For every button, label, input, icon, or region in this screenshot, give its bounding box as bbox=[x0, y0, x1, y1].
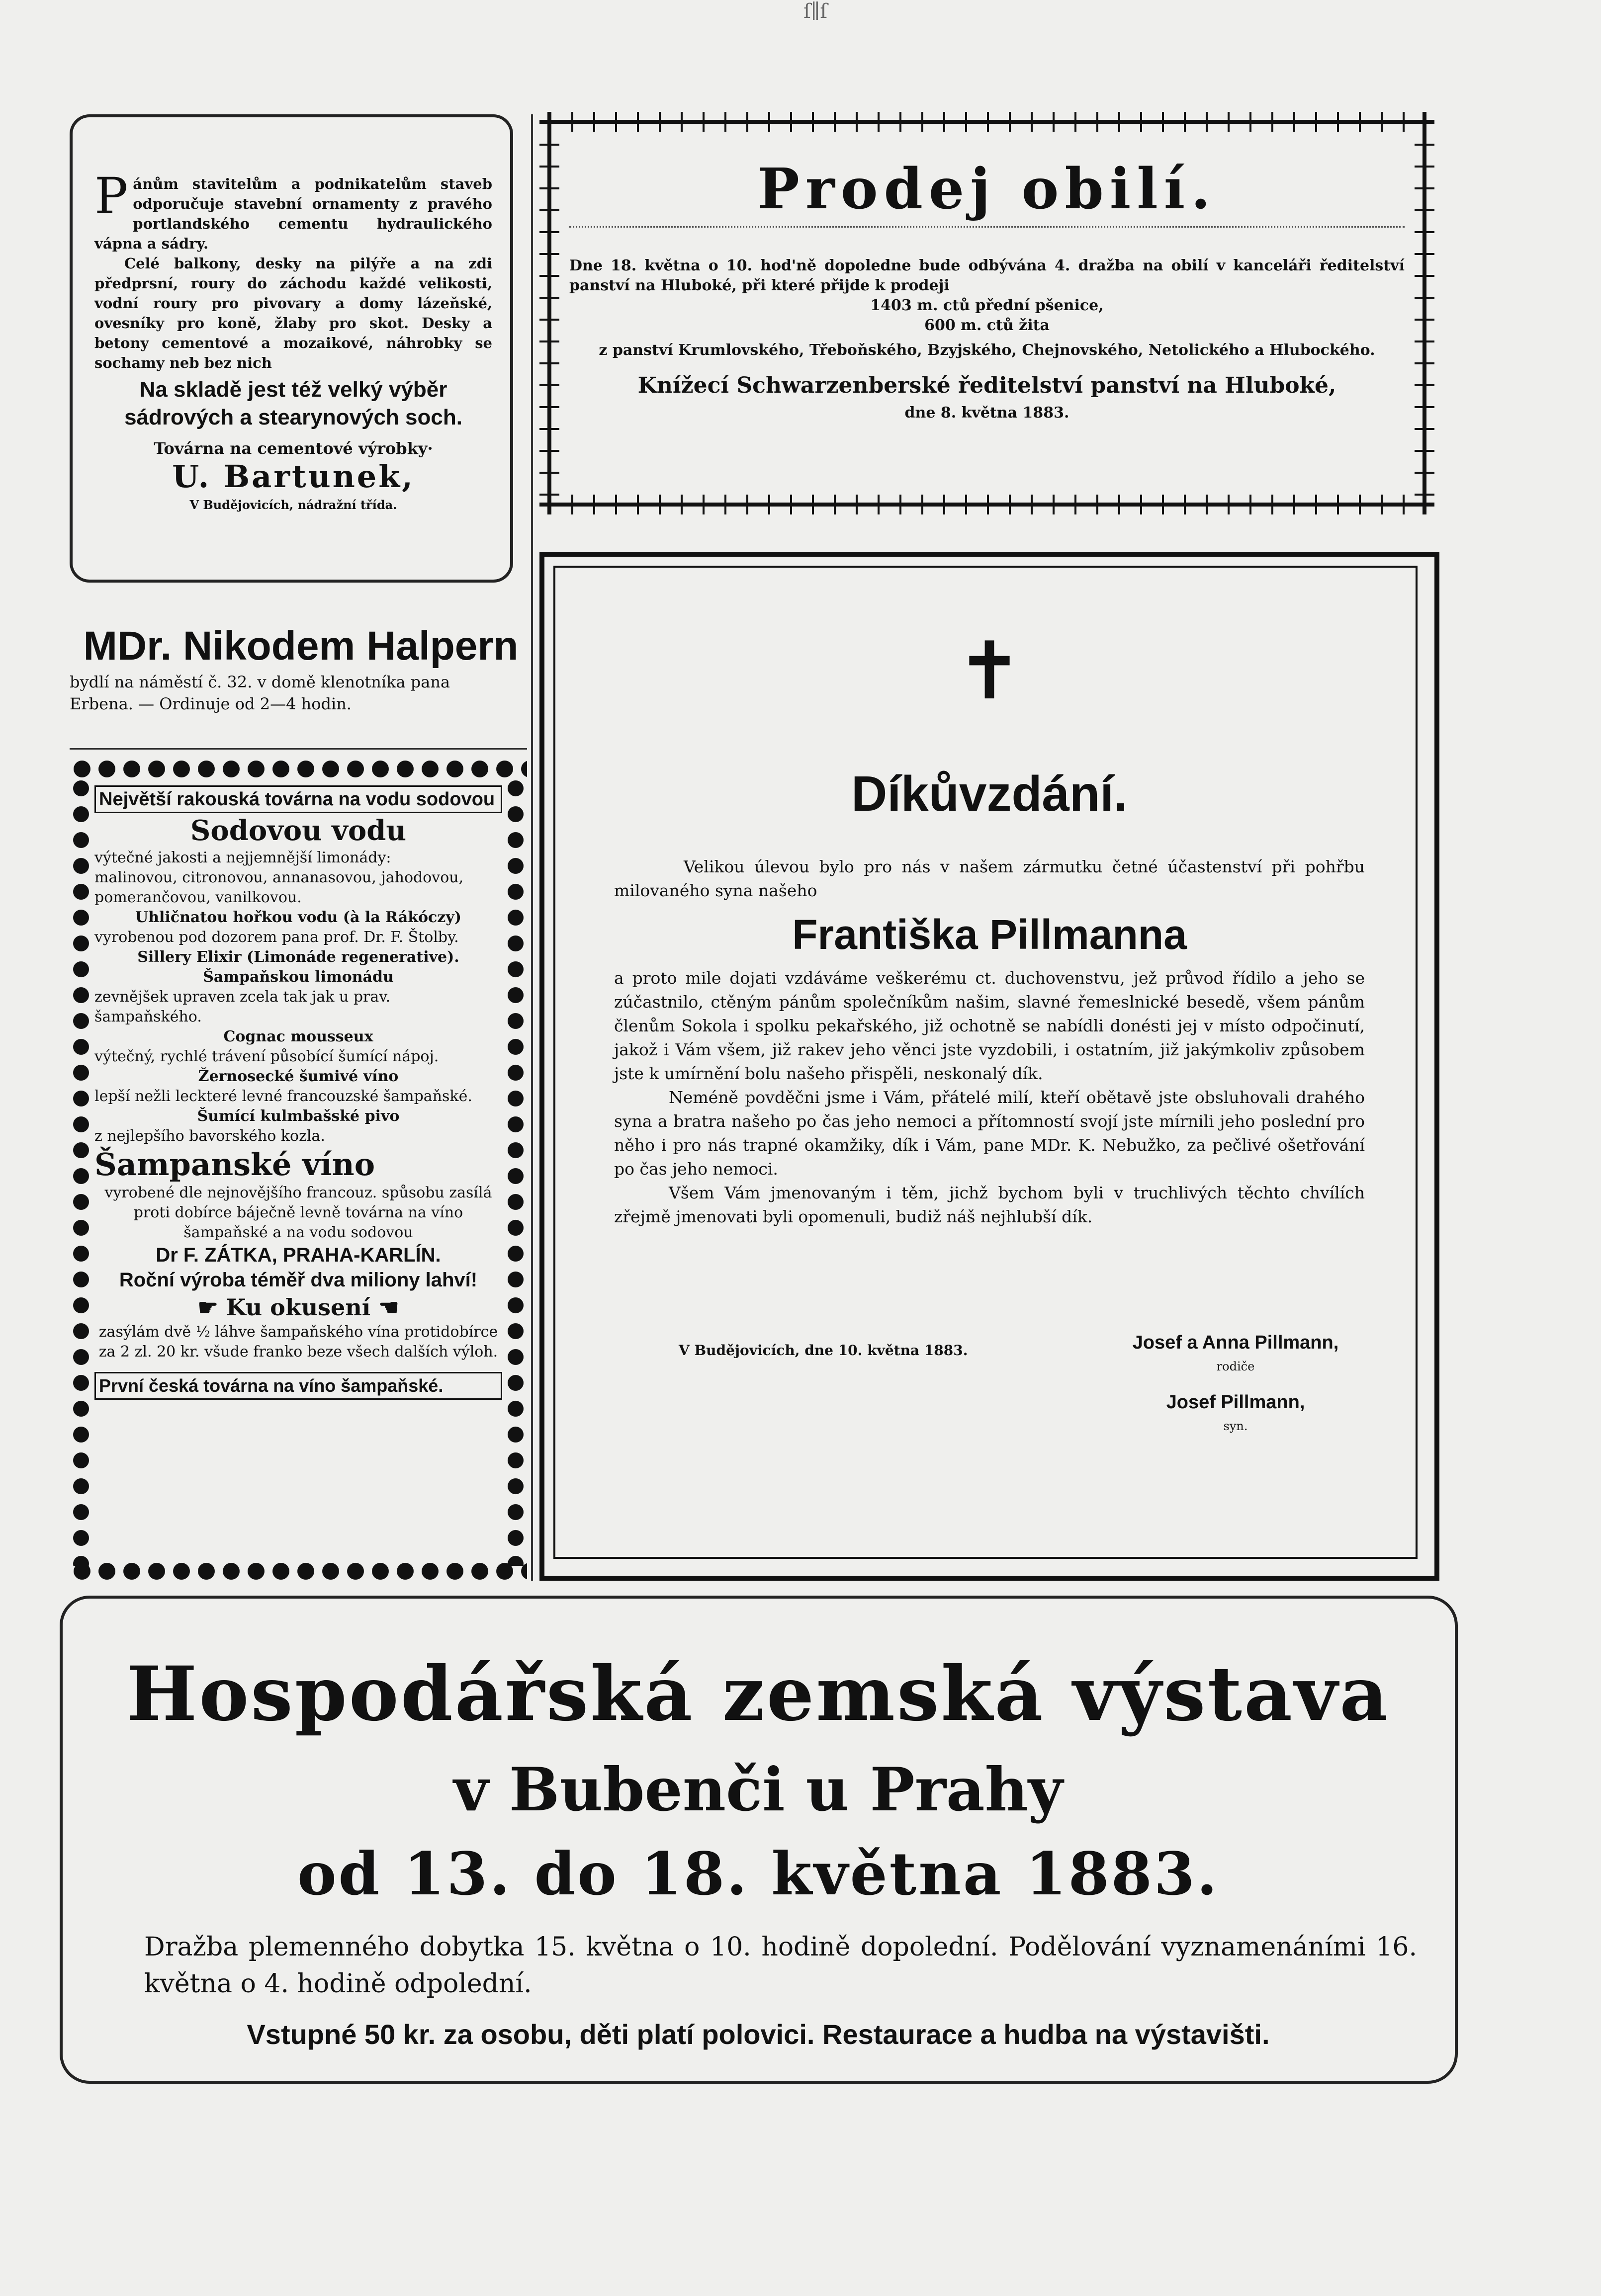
column-divider bbox=[531, 114, 533, 1581]
top-mark: ſ∥ſ bbox=[803, 0, 828, 23]
bartunek-factory: Továrna na cementové výrobky· bbox=[154, 439, 433, 458]
zatka-footer: První česká továrna na víno šampaňské. bbox=[94, 1372, 502, 1400]
diky-signer1: Josef a Anna Pillmann, bbox=[1132, 1332, 1339, 1353]
zatka-firm: Dr F. ZÁTKA, PRAHA-KARLÍN. bbox=[156, 1244, 441, 1266]
zatka-ku-okuseni: ☛ Ku okusení ☚ bbox=[197, 1294, 399, 1321]
zatka-list-item: výtečné jakosti a nejjemnější limonády: bbox=[94, 849, 391, 866]
zatka-list-item: Šumící kulmbašské pivo bbox=[197, 1107, 400, 1125]
hand-icon: ☛ bbox=[197, 1294, 226, 1321]
cross-border-left bbox=[539, 112, 559, 514]
obili-body bbox=[569, 256, 1405, 423]
diky-name: Františka Pillmanna bbox=[792, 911, 1187, 958]
diky-intro: Velikou úlevou bylo pro nás v našem zármutku četné účastenství při pohřbu milovaného syna našeho bbox=[614, 857, 1365, 900]
dot-border-top bbox=[70, 756, 527, 782]
cross-border-top bbox=[539, 112, 1434, 132]
vystava-text2: Vstupné 50 kr. za osobu, děti platí polovici. Restaurace a hudba na výstavišti. bbox=[247, 2019, 1270, 2050]
dot-border-bottom bbox=[70, 1558, 527, 1585]
zatka-header: Největší rakouská továrna na vodu sodovou bbox=[94, 785, 502, 813]
zatka-list-item: Žernosecké šumivé víno bbox=[198, 1068, 399, 1085]
halpern-line1: bydlí na náměstí č. 32. v domě klenotníka pana bbox=[70, 673, 450, 691]
diky-para1: a proto mile dojati vzdáváme veškerému ct. duchovenstvu, jež průvod řídilo a jeho se zúčastnilo, ctěným pánům společníkům našim, slavné řemeslnické besedě, všem pánům členům Sokola i spolku pekařského, již ochotně se nabídli donésti jej v místo odpočinutí, jakož i Vám všem, již rakev jeho věnci jste vyzdobili, i ostatním, již jakýmkoliv způsobem jste k umírnění bolu našeho přispěli, neskonalý dík. bbox=[614, 968, 1365, 1083]
bartunek-para2: Celé balkony, desky na pilýře a na zdi předprsní, roury do záchodu každé velikosti, vodní roury pro pivovary a domy lázeňské, ovesníky pro koně, žlaby pro skot. Desky a betony cementové a mozaikové, náhrobky se sochamy neb bez nich bbox=[94, 255, 492, 371]
zatka-list-item: z nejlepšího bavorského kozla. bbox=[94, 1127, 325, 1145]
diky-text bbox=[614, 855, 1365, 1229]
halpern-text bbox=[70, 671, 532, 715]
ad-bartunek bbox=[70, 114, 517, 587]
obili-date: dne 8. května 1883. bbox=[904, 404, 1069, 422]
bartunek-address: V Budějovicích, nádražní třída. bbox=[189, 498, 397, 512]
zatka-title: Sodovou vodu bbox=[190, 814, 407, 847]
zatka-list-item: Šampaňskou limonádu bbox=[203, 968, 394, 986]
ad-halpern bbox=[70, 621, 532, 736]
zatka-list-item: Cognac mousseux bbox=[223, 1028, 373, 1045]
obili-line4: z panství Krumlovského, Třeboňského, Bzyjského, Chejnovského, Netolického a Hlubockého. bbox=[599, 341, 1375, 359]
ad-vystava bbox=[55, 1591, 1462, 2088]
dot-border-right bbox=[504, 775, 527, 1566]
cross-icon: ✝ bbox=[956, 624, 1023, 717]
ad-dikuvzdani bbox=[539, 552, 1439, 1581]
zatka-list-item: Sillery Elixir (Limonáde regenerative). bbox=[137, 948, 459, 966]
halpern-name: MDr. Nikodem Halpern bbox=[83, 623, 519, 669]
vystava-subtitle: v Bubenči u Prahy bbox=[453, 1755, 1063, 1825]
zatka-okuseni-text: zasýlám dvě ½ láhve šampaňského vína protidobírce za 2 zl. 20 kr. všude franko beze všech dalších výloh. bbox=[98, 1323, 498, 1361]
zatka-list-item: malinovou, citronovou, annanasovou, jahodovou, pomerančovou, vanilkovou. bbox=[94, 869, 464, 906]
obili-rule bbox=[569, 226, 1405, 230]
hand-icon: ☚ bbox=[370, 1294, 399, 1321]
zatka-list-item: lepší nežli leckteré levné francouzské šampaňské. bbox=[94, 1088, 472, 1105]
halpern-line2: Erbena. — Ordinuje od 2—4 hodin. bbox=[70, 694, 352, 713]
vystava-text1: Dražba plemenného dobytka 15. května o 10. hodině dopolední. Podělování vyznamenáními 16. května o 4. hodině odpolední. bbox=[144, 1932, 1417, 1999]
diky-signer2: Josef Pillmann, bbox=[1166, 1392, 1305, 1413]
zatka-sampanske: Šampanské víno bbox=[94, 1146, 375, 1183]
diky-role1: rodiče bbox=[1216, 1360, 1255, 1373]
cross-border-right bbox=[1415, 112, 1434, 514]
zatka-list-item: Uhličnatou hořkou vodu (à la Rákóczy) bbox=[135, 909, 461, 926]
diky-para2: Neméně povděčni jsme i Vám, přátelé milí, kteří obětavě jste obsluhovali drahého syna a bratra našeho po čas jeho nemoci a přítomností svojí jste mírnili jeho poslední pro něho i pro nás trapné okamžiky, dík i Vám, pane MDr. K. Nebužko, za pečlivé ošetřování po čas jeho nemoci. bbox=[614, 1088, 1365, 1179]
diky-place-date: V Budějovicích, dne 10. května 1883. bbox=[679, 1342, 968, 1359]
obili-line2: 1403 m. ctů přední pšenice, bbox=[870, 297, 1104, 314]
obili-signature: Knížecí Schwarzenberské ředitelství panství na Hluboké, bbox=[637, 373, 1336, 398]
diky-title: Díkůvzdání. bbox=[851, 766, 1128, 822]
zatka-list-item: zevnějšek upraven zcela tak jak u prav. šampaňského. bbox=[94, 988, 391, 1025]
zatka-body bbox=[94, 785, 502, 1400]
bartunek-text bbox=[94, 167, 492, 515]
bartunek-name: U. Bartunek, bbox=[172, 458, 415, 495]
zatka-list-item: výtečný, rychlé trávení působící šumící nápoj. bbox=[94, 1048, 439, 1065]
diky-para3: Všem Vám jmenovaným i těm, jichž bychom byli v truchlivých těchto chvílích zřejmě jmenovati byli opomenuli, budiž náš nejhlubší dík. bbox=[614, 1183, 1365, 1226]
diky-role2: syn. bbox=[1223, 1419, 1248, 1433]
obili-line1: Dne 18. května o 10. hod'ně dopoledne bude odbývána 4. dražba na obilí v kanceláři ředitelství panství na Hluboké, při které přijde k prodeji bbox=[569, 257, 1405, 294]
ad-obili bbox=[539, 112, 1439, 519]
bartunek-big-line: Na skladě jest též velký výběr sádrových a stearynových soch. bbox=[124, 377, 462, 429]
separator-line bbox=[70, 748, 527, 750]
zatka-annual: Roční výroba téměř dva miliony lahví! bbox=[119, 1269, 478, 1291]
vystava-dates: od 13. do 18. května 1883. bbox=[297, 1839, 1220, 1908]
dot-border-left bbox=[70, 775, 92, 1566]
zatka-sampanske-text: vyrobené dle nejnovějšího francouz. spůsobu zasílá proti dobírce báječně levně továrna na víno šampaňské a na vodu sodovou bbox=[104, 1184, 492, 1241]
zatka-list-item: vyrobenou pod dozorem pana prof. Dr. F. Štolby. bbox=[94, 929, 459, 946]
drop-cap: P bbox=[94, 167, 128, 225]
ad-zatka bbox=[70, 756, 527, 1586]
zatka-list bbox=[94, 848, 502, 1146]
vystava-title: Hospodářská zemská výstava bbox=[126, 1650, 1390, 1738]
obili-title: Prodej obilí. bbox=[757, 157, 1217, 222]
cross-border-bottom bbox=[539, 495, 1434, 514]
bartunek-intro: ánům stavitelům a podnikatelům staveb odporučuje stavební ornamenty z pravého portlandského cementu hydraulického vápna a sádry. bbox=[94, 175, 492, 252]
obili-line3: 600 m. ctů žita bbox=[924, 317, 1050, 334]
